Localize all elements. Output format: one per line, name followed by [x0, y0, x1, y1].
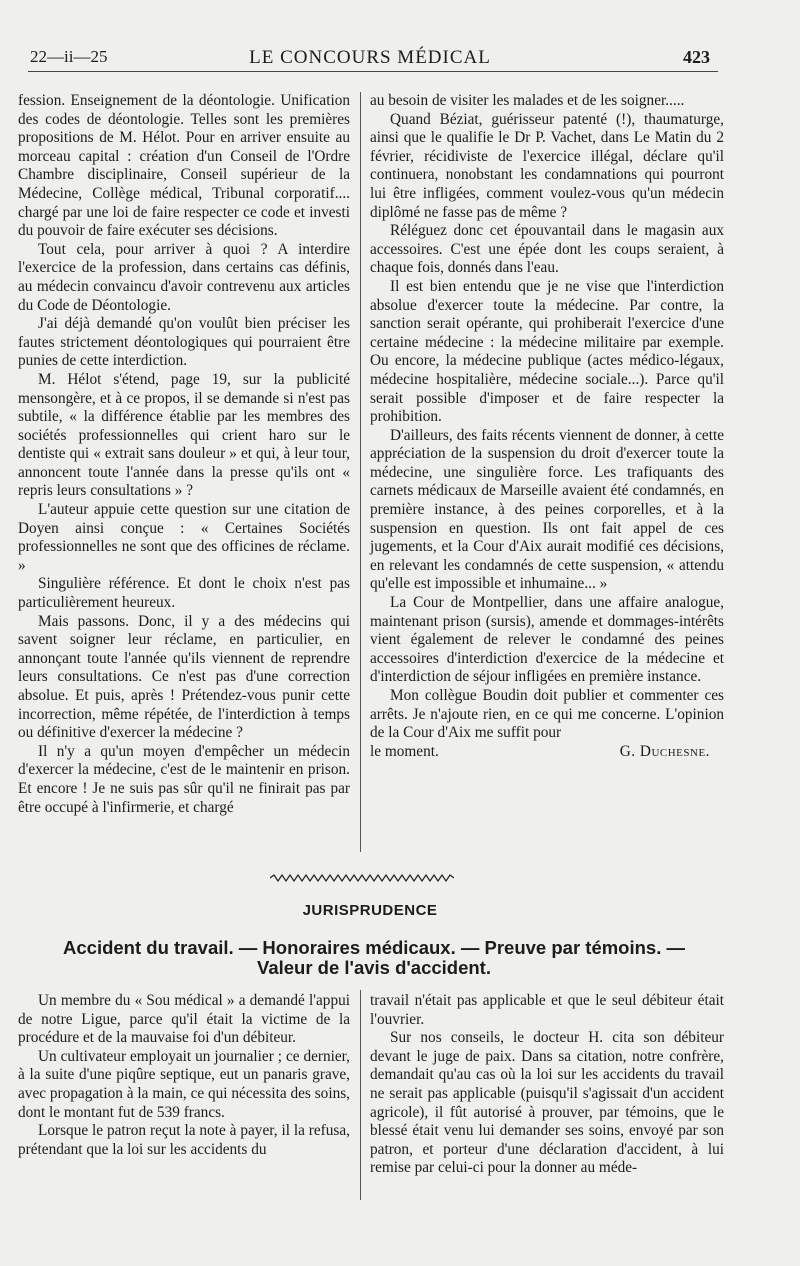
paragraph: Quand Béziat, guérisseur patenté (!), thaumaturge, ainsi que le qualifie le Dr P. Vachet, dans Le Matin du 2 février, récidiviste de l'exercice illégal, déclare qu'il continuera, nonobstant les condamnations qui pourront lui être infligées, comment voulez-vous qu'un médecin diplômé ne fasse pas de même ?: [370, 110, 724, 221]
author-signature: G. Duchesne.: [619, 742, 710, 760]
page-header: [30, 47, 710, 71]
article2-column-left: [18, 992, 350, 1159]
article1-column-left: [18, 92, 350, 817]
article1-column-right: [370, 92, 724, 761]
paragraph: Mais passons. Donc, il y a des médecins qui savent soigner leur réclame, en particulier, en annonçant toute l'année qu'ils viennent de reprendre leurs consultations. Ce n'est pas d'une correction absolue. Et puis, après ! Prétendez-vous punir cette incorrection, même répétée, de l'interdiction à temps ou définitive d'exercer la médecine ?: [18, 612, 350, 742]
paragraph: L'auteur appuie cette question sur une citation de Doyen ainsi conçue : « Certaines Sociétés professionnelles ne sont que des officines de réclame. »: [18, 501, 350, 574]
paragraph: Mon collègue Boudin doit publier et commenter ces arrêts. Je n'ajoute rien, en ce qui me concerne. L'opinion de la Cour d'Aix me suffit pour: [370, 687, 724, 742]
paragraph: J'ai déjà demandé qu'on voulût bien préciser les fautes strictement déontologiques qui pourraient être punies de cette interdiction.: [18, 315, 350, 370]
article-title-line: Valeur de l'avis d'accident.: [257, 957, 491, 978]
paragraph: Lorsque le patron reçut la note à payer, il la refusa, prétendant que la loi sur les accidents du: [18, 1122, 350, 1158]
paragraph: Il n'y a qu'un moyen d'empêcher un médecin d'exercer la médecine, c'est de le maintenir en prison. Et encore ! Je ne suis pas sûr qu'il ne finirait pas par être occupé à l'infirmerie, et chargé: [18, 742, 350, 816]
column-divider: [360, 92, 361, 852]
paragraph: La Cour de Montpellier, dans une affaire analogue, maintenant prison (sursis), amende et dommages-intérêts vient également de relever le condamné des peines accessoires d'interdiction d'exercice de la médecine et d'interdiction de séjour infligées en première instance.: [370, 594, 724, 686]
paragraph: Réléguez donc cet épouvantail dans le magasin aux accessoires. C'est une épée dont les coups seraient, à chaque fois, donnés dans l'eau.: [370, 222, 724, 277]
signature-line: [370, 743, 724, 762]
header-rule: [28, 71, 718, 72]
paragraph: Un cultivateur employait un journalier ; ce dernier, à la suite d'une piqûre septique, eut un panaris grave, avec propagation à la main, ce qui nécessita des soins, dont le montant fut de 539 francs.: [18, 1047, 350, 1121]
article2-column-right: [370, 992, 724, 1178]
paragraph: Sur nos conseils, le docteur H. cita son débiteur devant le juge de paix. Dans sa citation, notre confrère, demandait qu'au cas où la loi sur les accidents du travail ne serait pas applicable (puisqu'il s'agissait d'un accident agricole), il fût autorisé à prouver, par témoins, que le blessé était venu lui demander ses soins, envoyé par son patron, et porteur d'une déclaration d'accident, à lui remise par celui-ci pour la donner au méde-: [370, 1029, 724, 1177]
paragraph: Singulière référence. Et dont le choix n'est pas particulièrement heureux.: [18, 575, 350, 612]
paragraph: Un membre du « Sou médical » a demandé l'appui de notre Ligue, parce qu'il était la victime de la procédure et de la mauvaise foi d'un débiteur.: [18, 992, 350, 1047]
journal-title: LE CONCOURS MÉDICAL: [249, 47, 491, 68]
paragraph: M. Hélot s'étend, page 19, sur la publicité mensongère, et à ce propos, il se demande si n'est pas subtile, « la différence établie par les membres des sociétés professionnelles qui crient haro sur le dentiste qui « extrait sans douleur » et qui, à leur tour, annoncent toute l'année dans la presse qu'ils ont « repris leurs consultations » ?: [18, 370, 350, 500]
ornament-divider: [270, 874, 454, 882]
last-line-text: le moment.: [370, 742, 439, 760]
page-number: 423: [683, 47, 710, 67]
article-title-line: Accident du travail. — Honoraires médicaux. — Preuve par témoins. —: [63, 937, 685, 958]
paragraph: Il est bien entendu que je ne vise que l'interdiction absolue d'exercer toute la médecine. Par contre, la sanction serait opérante, qui prohiberait l'exercice d'une certaine médecine : la médecine militaire par exemple. Ou encore, la médecine publique (actes médico-légaux, médecine hospitalière, médecine sociale...). Parce qu'il serait possible d'imposer et de faire respecter la prohibition.: [370, 277, 724, 426]
paragraph: au besoin de visiter les malades et de les soigner.....: [370, 92, 685, 109]
column-divider: [360, 990, 361, 1200]
article-title: [18, 938, 730, 978]
paragraph: fession. Enseignement de la déontologie. Unification des codes de déontologie. Telles sont les premières propositions de M. Hélot. Pour en arriver ensuite au morceau capital : création d'un Conseil de l'Ordre Chambre disciplinaire, Conseil supérieur de la Médecine, Collège médical, Tribunal corporatif.... chargé par une loi de faire respecter ce code et investi du pouvoir de faire exécuter ses décisions.: [18, 92, 350, 240]
paragraph: Tout cela, pour arriver à quoi ? A interdire l'exercice de la profession, dans certains cas définis, au médecin convaincu d'avoir contrevenu aux articles du Code de Déontologie.: [18, 240, 350, 314]
section-title: JURISPRUDENCE: [302, 902, 438, 919]
issue-date: 22—ii—25: [30, 47, 108, 66]
paragraph: travail n'était pas applicable et que le seul débiteur était l'ouvrier.: [370, 992, 724, 1028]
paragraph: D'ailleurs, des faits récents viennent de donner, à cette appréciation de la suspension du droit d'exercer toute la médecine, une singulière force. Les trafiquants des carnets médicaux de Marseille avaient été condamnés, en première instance, à des peines corporelles, et à la suspension en question. Ils ont fait appel de ces jugements, et la Cour d'Aix aurait modifié ces décisions, en relevant les condamnés de cette suspension, « attendu qu'elle est impossible et inhumaine... »: [370, 426, 724, 593]
